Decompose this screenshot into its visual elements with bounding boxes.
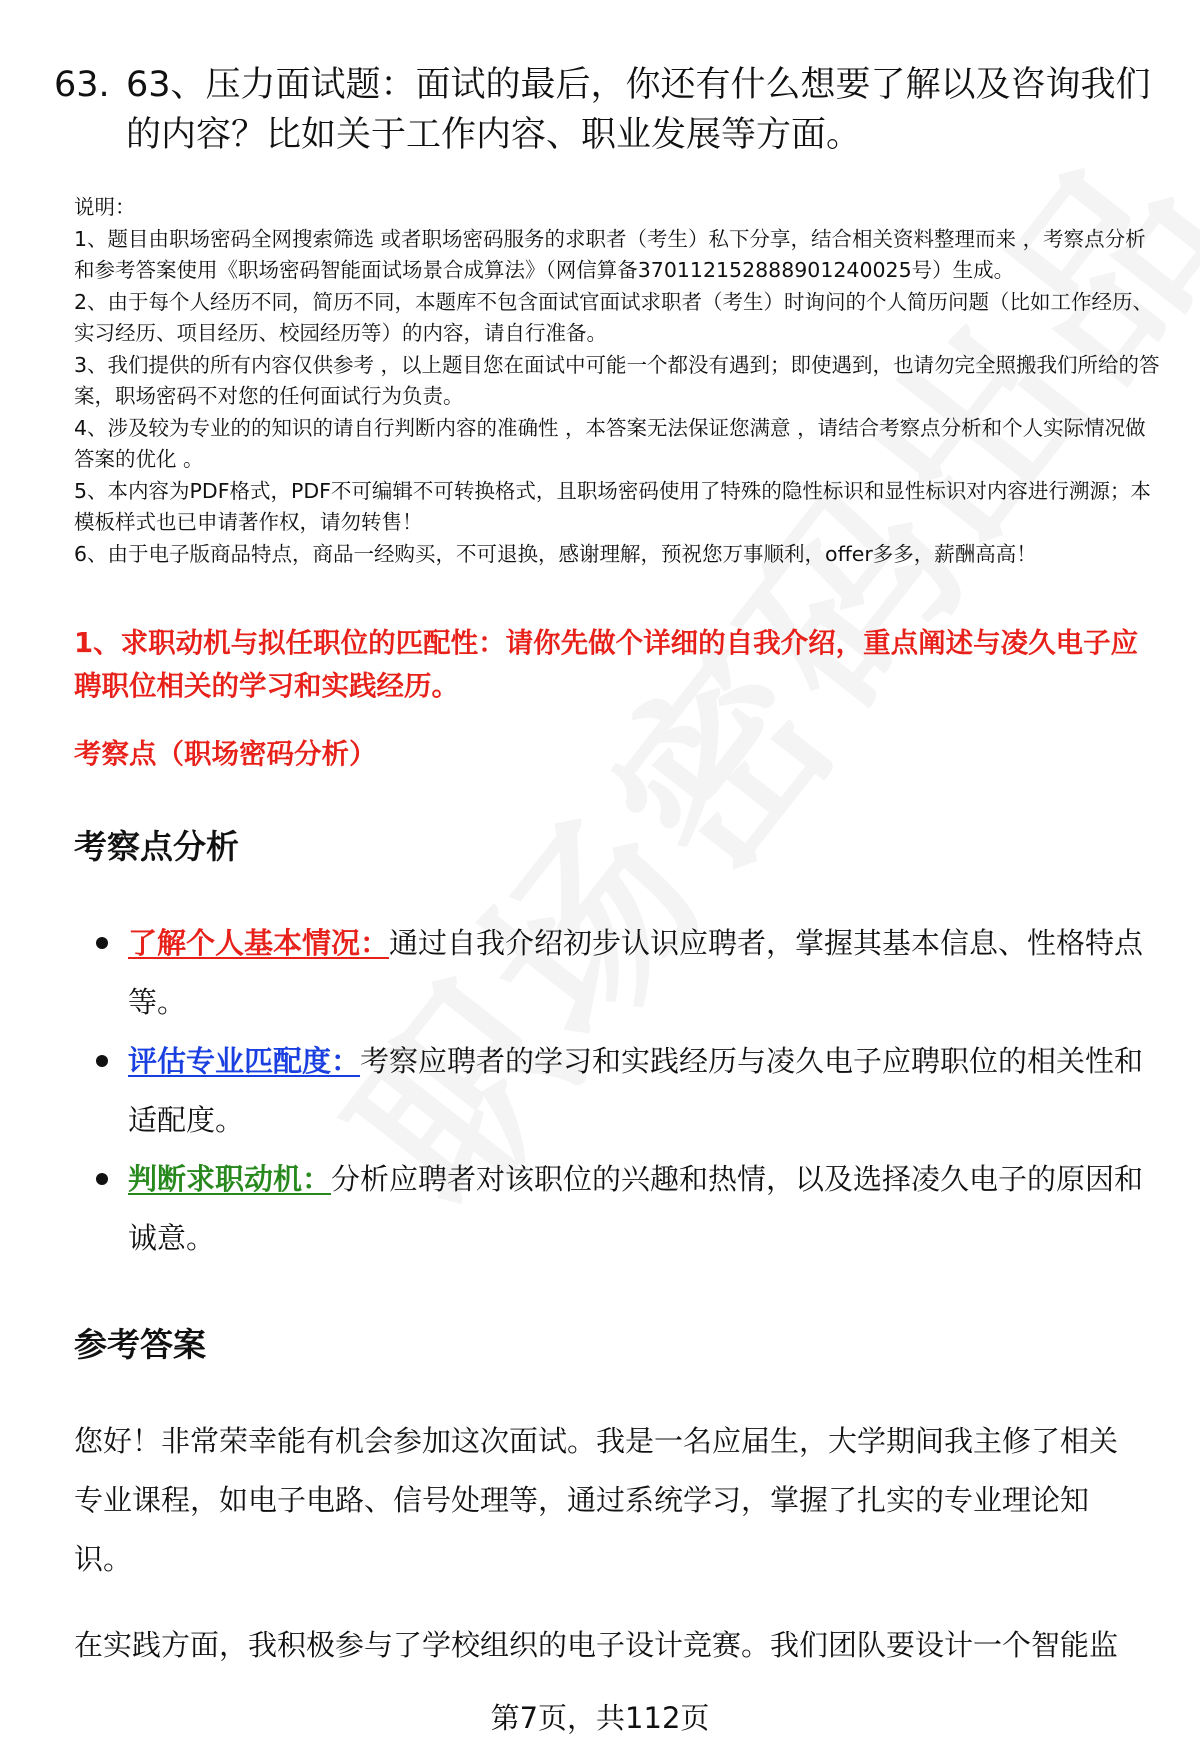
analysis-list bbox=[96, 914, 1146, 1268]
answer-paragraph: 您好！非常荣幸能有机会参加这次面试。我是一名应届生，大学期间我主修了相关专业课程，如电子电路、信号处理等，通过系统学习，掌握了扎实的专业理论知识。 bbox=[74, 1424, 1119, 1576]
analysis-heading: 考察点分析 bbox=[74, 827, 239, 866]
note-item: 1、题目由职场密码全网搜索筛选 或者职场密码服务的求职者（考生）私下分享，结合相关资料整理而来 ，考察点分析和参考答案使用《职场密码智能面试场景合成算法》（网信算备370112152888901240025号）生成。 bbox=[74, 226, 1146, 282]
note-item: 2、由于每个人经历不同，简历不同，本题库不包含面试官面试求职者（考生）时询问的个人简历问题（比如工作经历、实习经历、项目经历、校园经历等）的内容，请自行准备。 bbox=[74, 289, 1154, 345]
question-number: 63. bbox=[54, 65, 110, 105]
analysis-text: 通过自我介绍初步认识应聘者，掌握其基本信息、性格特点等。 bbox=[128, 926, 1144, 1019]
note-item: 6、由于电子版商品特点，商品一经购买，不可退换，感谢理解，预祝您万事顺利，offer多多，薪酬高高！ bbox=[74, 541, 1037, 566]
notes-heading: 说明： bbox=[74, 195, 136, 219]
analysis-item bbox=[96, 1150, 1146, 1268]
page-number: 第7页，共112页 bbox=[490, 1701, 710, 1735]
question-title bbox=[54, 60, 1154, 160]
question-text: 63、压力面试题：面试的最后，你还有什么想要了解以及咨询我们的内容？比如关于工作内容、职业发展等方面。 bbox=[126, 65, 1151, 155]
bullet-icon bbox=[96, 1173, 108, 1185]
analysis-keyword: 判断求职动机： bbox=[128, 1162, 332, 1196]
analysis-text: 分析应聘者对该职位的兴趣和热情，以及选择凌久电子的原因和诚意。 bbox=[128, 1162, 1144, 1255]
bullet-icon bbox=[96, 937, 108, 949]
answer-heading: 参考答案 bbox=[74, 1325, 206, 1364]
disclaimer-notes bbox=[74, 192, 1164, 570]
note-item: 4、涉及较为专业的的知识的请自行判断内容的准确性 ，本答案无法保证您满意 ，请结合考察点分析和个人实际情况做答案的优化 。 bbox=[74, 415, 1146, 471]
note-item: 5、本内容为PDF格式，PDF不可编辑不可转换格式，且职场密码使用了特殊的隐性标识和显性标识对内容进行溯源；本模板样式也已申请著作权，请勿转售！ bbox=[74, 478, 1151, 534]
analysis-item bbox=[96, 914, 1146, 1032]
note-item: 3、我们提供的所有内容仅供参考 ，以上题目您在面试中可能一个都没有遇到；即使遇到，也请勿完全照搬我们所给的答案，职场密码不对您的任何面试行为负责。 bbox=[74, 352, 1160, 408]
answer-paragraph: 在实践方面，我积极参与了学校组织的电子设计竞赛。我们团队要设计一个智能监 bbox=[74, 1628, 1119, 1662]
analysis-item bbox=[96, 1032, 1146, 1150]
bullet-icon bbox=[96, 1055, 108, 1067]
analysis-keyword: 评估专业匹配度： bbox=[128, 1044, 361, 1078]
analysis-keyword: 了解个人基本情况： bbox=[128, 926, 390, 960]
interview-question: 1、求职动机与拟任职位的匹配性：请你先做个详细的自我介绍，重点阐述与凌久电子应聘职位相关的学习和实践经历。 bbox=[74, 627, 1139, 702]
analysis-text: 考察应聘者的学习和实践经历与凌久电子应聘职位的相关性和适配度。 bbox=[128, 1044, 1144, 1137]
question-subtitle: 考察点（职场密码分析） bbox=[74, 738, 377, 770]
